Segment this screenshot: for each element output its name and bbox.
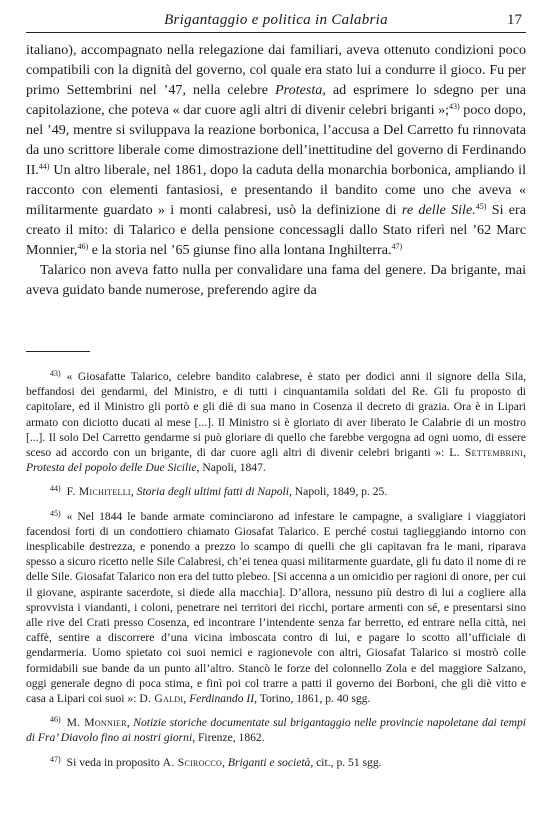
running-title: Brigantaggio e politica in Calabria	[164, 12, 388, 28]
footnote-46	[26, 712, 526, 745]
footnote-text: , Napoli, 1849, p. 25.	[289, 485, 388, 499]
footnote-number: 45)	[50, 508, 61, 518]
footnote-text: , cit., p. 51 sgg.	[310, 755, 382, 769]
footnote-text: Si veda in proposito	[66, 755, 163, 769]
footnote-text: ,	[222, 755, 228, 769]
page-number: 17	[507, 12, 522, 28]
footnote-ref-45: 45)	[475, 202, 487, 211]
footnote-title: Protesta del popolo delle Due Sicilie	[26, 461, 197, 475]
running-header	[26, 10, 526, 33]
footnote-author: L. Settembrini	[449, 446, 524, 460]
footnote-text: ,	[523, 446, 526, 460]
footnote-title: Ferdinando II	[189, 692, 255, 706]
footnote-title: Briganti e società	[227, 755, 311, 769]
paragraph-1	[26, 40, 526, 260]
footnote-author: D. Galdi	[139, 692, 184, 706]
footnote-ref-47: 47)	[391, 242, 403, 251]
paragraph-2: Talarico non aveva fatto nulla per convalidare una fama del genere. Da brigante, mai aveva guidato bande numerose, preferendo agire da	[26, 262, 526, 298]
footnote-45	[26, 506, 526, 707]
text-run: , ad esprimere lo sdegno per una capitolazione, che poteva « dar cuore agli altri di divenir celebri briganti »;	[26, 82, 526, 118]
footnote-ref-44: 44)	[38, 162, 50, 171]
text-run: poco dopo, nel ’49, mentre si sviluppava la reazione borbonica, l’accusa a Del Carretto fu rinnovata da uno scrittore liberale come dimostrazione dell’inettitudine del governo di Ferdinando II.	[26, 102, 527, 178]
text-run-italic: Protesta	[275, 82, 323, 98]
footnote-author: M. Monnier	[66, 716, 127, 730]
footnote-text: ,	[183, 692, 190, 706]
footnote-43	[26, 366, 526, 475]
footnote-author: F. Michitelli	[66, 485, 131, 499]
footnote-text: , Torino, 1861, p. 40 sgg.	[254, 692, 371, 706]
footnote-number: 47)	[50, 754, 61, 764]
footnote-text: , Napoli, 1847.	[196, 461, 266, 475]
body-text	[26, 40, 526, 300]
text-run: e la storia nel ’65 giunse fino alla lontana Inghilterra.	[88, 242, 392, 258]
text-run: italiano), accompagnato nella relegazione dai familiari, aveva ottenuto condizioni poco compatibili con la dignità del governo, col quale era stato lui a condurre il gioco. Fu per primo Settembrini nel ’47, nella celebre	[26, 42, 526, 98]
footnote-author: A. Scirocco	[162, 755, 223, 769]
footnote-title: Notizie storiche documentate sul brigantaggio nelle provincie napoletane dai tempi di Fra’ Diavolo fino ai nostri giorni	[26, 716, 527, 745]
footnote-number: 46)	[50, 715, 61, 725]
footnotes	[26, 366, 526, 776]
text-run: Un altro liberale, nel 1861, dopo la caduta della monarchia borbonica, ampliando il racconto con elementi fantasiosi, e presentando il bandito come uno che aveva « militarmente guardato » i monti calabresi, usò la definizione di	[26, 162, 526, 218]
footnote-text: ,	[130, 485, 137, 499]
footnote-text: ,	[126, 716, 134, 730]
footnote-divider	[26, 351, 90, 352]
footnote-ref-46: 46)	[77, 242, 89, 251]
footnote-number: 44)	[50, 484, 61, 494]
footnote-ref-43: 43)	[449, 102, 460, 111]
footnote-text: , Firenze, 1862.	[192, 731, 265, 745]
footnote-47	[26, 752, 526, 770]
text-run: Si era creato il mito: di Talarico e della pensione concessagli dallo Stato riferì nel ’62 Marc Monnier,	[26, 202, 526, 258]
footnote-text: « Nel 1844 le bande armate cominciarono ad infestare le campagne, a svaligiare i viaggiatori facendosi forti di un condottiero chiamato Giosafat Talarico. E perché costui taglieggiando intorno con inesplicabile destrezza, e ponendo a prezzo lo scampo di quelli che gli capitavan fra le mani, riparava spesso a sicuro ricetto nelle Sile Calabresi, ch’ei tenea quasi militarmente guardate, gli fu dato il nome di re delle Sile. Giosafat Talarico non era del tutto plebeo. [Si accenna a un omicidio per ragioni di onore, per cui il giovane, aspirante sacerdote, si diede alla macchia]. D’allora, nessuno più destro di lui a cogliere alla sprovvista i viandanti, i coloni, penetrare nei territori dei ricchi, portare armenti con sé, e presentarsi sino alle rive del Crati presso Cosenza, ed incontrare l’intendente senza far berretto, ed entrare nella città, nei caffè, sentire a discorrere d’una vicina imboscata contro di lui, e pagare lo scotto all’ufficiale di gendarmeria. Uomo spietato coi suoi nemici e ragionevole con altri, Giosafat Talarico si mostrò colle formidabili sue bande da un punto all’altro. Stancò le forze del colonnello Zola e del maggiore Salzano, oggi generale degno di poca stima, e finì poi col trarre a patti il governo dei Borboni, che gli diè vitto e casa a Lipari coi suoi »:	[26, 509, 526, 706]
text-run-italic: re delle Sile.	[401, 202, 476, 218]
footnote-number: 43)	[50, 369, 61, 378]
footnote-44	[26, 481, 526, 499]
footnote-title: Storia degli ultimi fatti di Napoli	[136, 485, 289, 499]
footnote-text: « Giosafatte Talarico, celebre bandito calabrese, è stato per dodici anni il signore della Sila, beffandosi dei gendarmi, del Ministro, e di tutti i cinquantamila soldati del Re. Gli fu proposto di capitolare, ed il Ministro gli portò e gli diè di sua mano in Cosenza il decreto di grazia. Ora è in Lipari armato con diciotto ducati al mese [...]. Il Ministro si è gloriato di aver liberato le Calabrie di un mostro [...]. Il solo Del Carretto gendarme si può gloriare di quello che farebbe vergogna ad ogni uomo, di essere sceso ad accordo con un brigante, di dar cuore agli altri di divenir celebri briganti »:	[26, 370, 526, 460]
